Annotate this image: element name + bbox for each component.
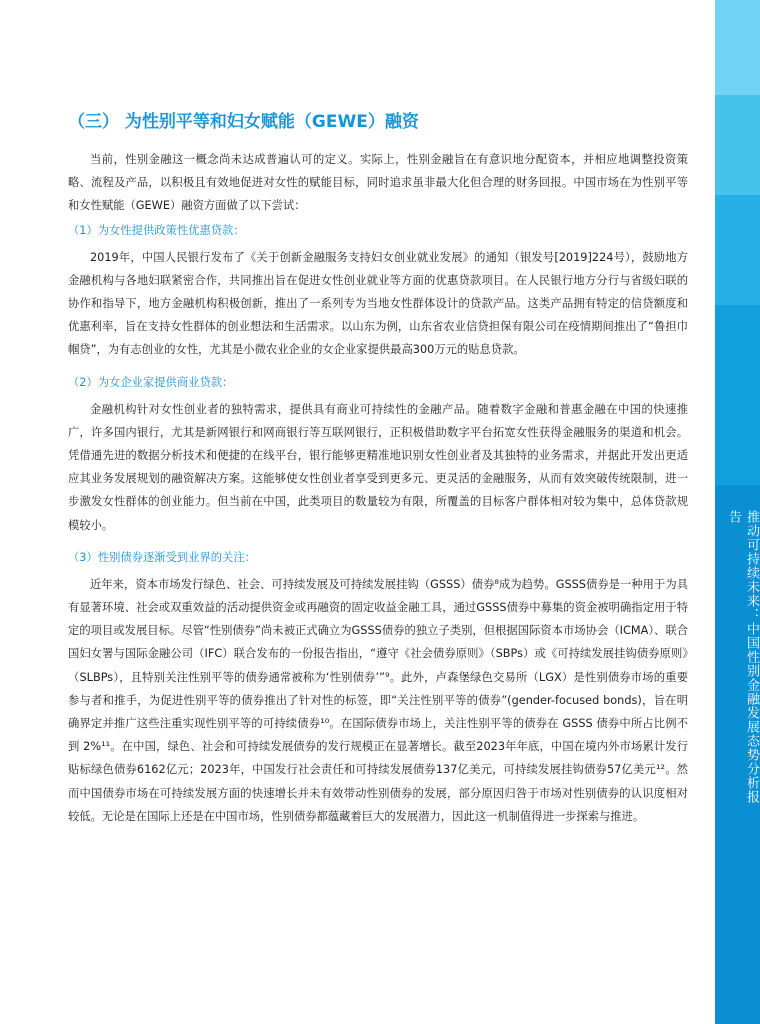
sidebar-segment	[715, 305, 760, 485]
subsection-body-1: 2019年，中国人民银行发布了《关于创新金融服务支持妇女创业就业发展》的通知（银发号[2019]224号），鼓励地方金融机构与各地妇联紧密合作，共同推出旨在促进女性创业就业等方面的优惠贷款项目。在人民银行地方分行与省级妇联的协作和指导下，地方金融机构积极创新，推出了一系列专为当地女性群体设计的贷款产品。这类产品拥有特定的信贷额度和优惠利率，旨在支持女性群体的创业想法和生活需求。以山东为例，山东省农业信贷担保有限公司在疫情期间推出了“鲁担巾帼贷”，为有志创业的女性，尤其是小微农业企业的女企业家提供最高300万元的贴息贷款。	[68, 250, 688, 357]
subsection-body-2: 金融机构针对女性创业者的独特需求，提供具有商业可持续性的金融产品。随着数字金融和普惠金融在中国的快速推广，许多国内银行，尤其是新网银行和网商银行等互联网银行，正积极借助数字平台拓宽女性获得金融服务的渠道和机会。凭借通先进的数据分析技术和便捷的在线平台，银行能够更精准地识别女性创业者及其独特的业务需求，并据此开发出更适应其业务发展规划的融资解决方案。这能够使女性创业者享受到更多元、更灵活的金融服务，从而有效突破传统限制，进一步激发女性群体的创业能力。但当前在中国，此类项目的数量较为有限，所覆盖的目标客户群体相对较为集中，总体贷款规模较小。	[68, 402, 688, 532]
subsection-heading-2: （2）为女企业家提供商业贷款：	[68, 375, 234, 389]
subsection-heading-1: （1）为女性提供政策性优惠贷款：	[68, 223, 245, 237]
sidebar-report-title: 推动可持续未来：中国性别金融发展态势分析报告	[726, 510, 759, 804]
sidebar-segment	[715, 0, 760, 95]
page-content	[68, 110, 688, 828]
sidebar-segment	[715, 95, 760, 195]
sidebar-segment	[715, 195, 760, 305]
subsection-body-3: 近年来，资本市场发行绿色、社会、可持续发展及可持续发展挂钩（GSSS）债券⁸成为趋势。GSSS债券是一种用于为具有显著环境、社会或双重效益的活动提供资金或再融资的固定收益金融工具，通过GSSS债券中募集的资金被明确指定用于特定的项目或发展目标。尽管“性别债券”尚未被正式确立为GSSS债券的独立子类别，但根据国际资本市场协会（ICMA）、联合国妇女署与国际金融公司（IFC）联合发布的一份报告指出，“遵守《社会债券原则》（SBPs）或《可持续发展挂钩债券原则》（SLBPs），且特别关注性别平等的债券通常被称为‘性别债券’”⁹。此外，卢森堡绿色交易所（LGX）是性别债券市场的重要参与者和推手，为促进性别平等的债券推出了针对性的标签，即“关注性别平等的债券”(gender-focused bonds)，旨在明确界定并推广这些注重实现性别平等的可持续债券¹⁰。在国际债券市场上，关注性别平等的债券在 GSSS 债券中所占比例不到 2%¹¹。在中国，绿色、社会和可持续发展债券的发行规模正在显著增长。截至2023年年底，中国在境内外市场累计发行贴标绿色债券6162亿元；2023年，中国发行社会责任和可持续发展债券137亿美元，可持续发展挂钩债券57亿美元¹²。然而中国债券市场在可持续发展方面的快速增长并未有效带动性别债券的发展，部分原因归咎于市场对性别债券的认识度相对较低。无论是在国际上还是在中国市场，性别债券都蕴藏着巨大的发展潜力，因此这一机制值得进一步探索与推进。	[68, 577, 688, 823]
intro-paragraph: 当前，性别金融这一概念尚未达成普遍认可的定义。实际上，性别金融旨在有意识地分配资本，并相应地调整投资策略、流程及产品，以积极且有效地促进对女性的赋能目标，同时追求虽非最大化但合理的财务回报。中国市场在为性别平等和女性赋能（GEWE）融资方面做了以下尝试：	[68, 153, 688, 213]
subsection-heading-3: （3）性别债券逐渐受到业界的关注：	[68, 550, 256, 564]
section-title: （三） 为性别平等和妇女赋能（GEWE）融资	[68, 112, 419, 132]
